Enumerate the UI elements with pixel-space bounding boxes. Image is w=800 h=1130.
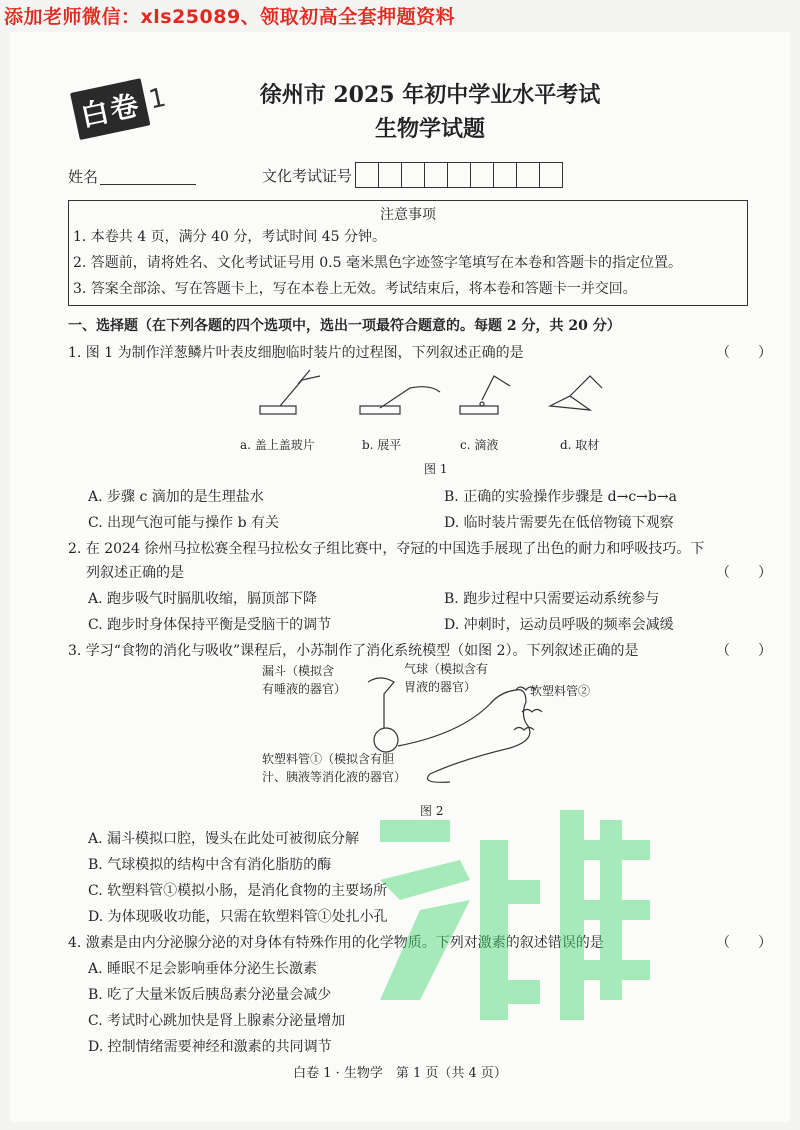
q1-option: C. 出现气泡可能与操作 b 有关: [88, 515, 279, 531]
figure-1-label: b. 展平: [362, 438, 402, 452]
q3-option: C. 软塑料管①模拟小肠，是消化食物的主要场所: [88, 883, 388, 899]
q2-option: B. 跑步过程中只需要运动系统参与: [444, 591, 660, 607]
exam-number-boxes: [356, 162, 563, 188]
tube1-label: 软塑料管①（模拟含有胆: [262, 752, 395, 766]
name-field: [68, 166, 196, 187]
notice-item: 3. 答案全部涂、写在答题卡上，写在本卷上无效。考试结束后，将本卷和答题卡一并交回。: [73, 281, 637, 297]
notice-item: 1. 本卷共 4 页，满分 40 分，考试时间 45 分钟。: [73, 229, 387, 245]
notice-title: 注意事项: [380, 207, 436, 223]
notice-item: 2. 答题前，请将姓名、文化考试证号用 0.5 毫米黑色字迹签字笔填写在本卷和答题卡的指定位置。: [73, 255, 682, 271]
funnel-label: 有唾液的器官）: [262, 682, 347, 696]
name-blank: [100, 168, 196, 185]
tube2-label: 软塑料管②: [530, 684, 591, 698]
exam-title: 徐州市 2025 年初中学业水平考试: [259, 82, 601, 108]
q4-option: C. 考试时心跳加快是肾上腺素分泌量增加: [88, 1013, 346, 1029]
q3-option: B. 气球模拟的结构中含有消化脂肪的酶: [88, 857, 332, 873]
q4-option: B. 吃了大量米饭后胰岛素分泌量会减少: [88, 987, 332, 1003]
figure-1-label: d. 取材: [560, 438, 600, 452]
green-watermark-logo: [360, 800, 660, 1030]
question-4: 4. 激素是由内分泌腺分泌的对身体有特殊作用的化学物质。下列对激素的叙述错误的是: [68, 935, 604, 951]
figure-1-illustration: [250, 366, 610, 426]
funnel-label: 漏斗（模拟含: [262, 664, 335, 678]
figure-2-caption: 图 2: [420, 804, 444, 818]
q1-option: B. 正确的实验操作步骤是 d→c→b→a: [444, 489, 677, 505]
q1-option: D. 临时装片需要先在低倍物镜下观察: [444, 515, 674, 531]
q4-option: A. 睡眠不足会影响垂体分泌生长激素: [88, 961, 318, 977]
q2-option: D. 冲刺时，运动员呼吸的频率会减缓: [444, 617, 674, 633]
balloon-label: 气球（模拟含有: [404, 662, 489, 676]
question-3: 3. 学习“食物的消化与吸收”课程后，小苏制作了消化系统模型（如图 2）。下列叙述正确的是: [68, 643, 639, 659]
q2-option: C. 跑步时身体保持平衡是受脑干的调节: [88, 617, 332, 633]
notice-box: [68, 200, 748, 306]
q2-option: A. 跑步吸气时膈肌收缩，膈顶部下降: [88, 591, 318, 607]
exam-number-label: 文化考试证号: [262, 166, 353, 185]
question-1: 1. 图 1 为制作洋葱鳞片叶表皮细胞临时装片的过程图，下列叙述正确的是: [68, 345, 524, 361]
exam-number-field: [262, 162, 563, 188]
section-heading: 一、选择题（在下列各题的四个选项中，选出一项最符合题意的。每题 2 分，共 20 分）: [68, 318, 621, 334]
stamp-label: 白卷: [70, 78, 150, 140]
figure-1-caption: 图 1: [424, 462, 448, 476]
q1-option: A. 步骤 c 滴加的是生理盐水: [88, 489, 264, 505]
balloon-label: 胃液的器官）: [404, 680, 477, 694]
page-footer: 白卷 1 · 生物学 第 1 页（共 4 页）: [293, 1066, 507, 1081]
answer-bracket: （ ）: [716, 565, 772, 581]
question-2-cont: 列叙述正确的是: [86, 565, 184, 581]
question-2: 2. 在 2024 徐州马拉松赛全程马拉松女子组比赛中，夺冠的中国选手展现了出色的耐力和呼吸技巧。下: [68, 541, 705, 557]
promo-banner: 添加老师微信：xls25089、领取初高全套押题资料: [4, 6, 456, 28]
stamp-number: 1: [146, 82, 169, 116]
answer-bracket: （ ）: [716, 935, 772, 951]
subject-title: 生物学试题: [374, 116, 485, 142]
figure-1-label: a. 盖上盖玻片: [240, 438, 315, 452]
figure-1-label: c. 滴液: [460, 438, 499, 452]
tube1-label: 汁、胰液等消化液的器官）: [262, 770, 407, 784]
q4-option: D. 控制情绪需要神经和激素的共同调节: [88, 1039, 332, 1055]
q3-option: D. 为体现吸收功能，只需在软塑料管①处扎小孔: [88, 909, 388, 925]
q3-option: A. 漏斗模拟口腔，馒头在此处可被彻底分解: [88, 831, 360, 847]
name-label: 姓名: [68, 168, 99, 186]
answer-bracket: （ ）: [716, 345, 772, 361]
answer-bracket: （ ）: [716, 643, 772, 659]
